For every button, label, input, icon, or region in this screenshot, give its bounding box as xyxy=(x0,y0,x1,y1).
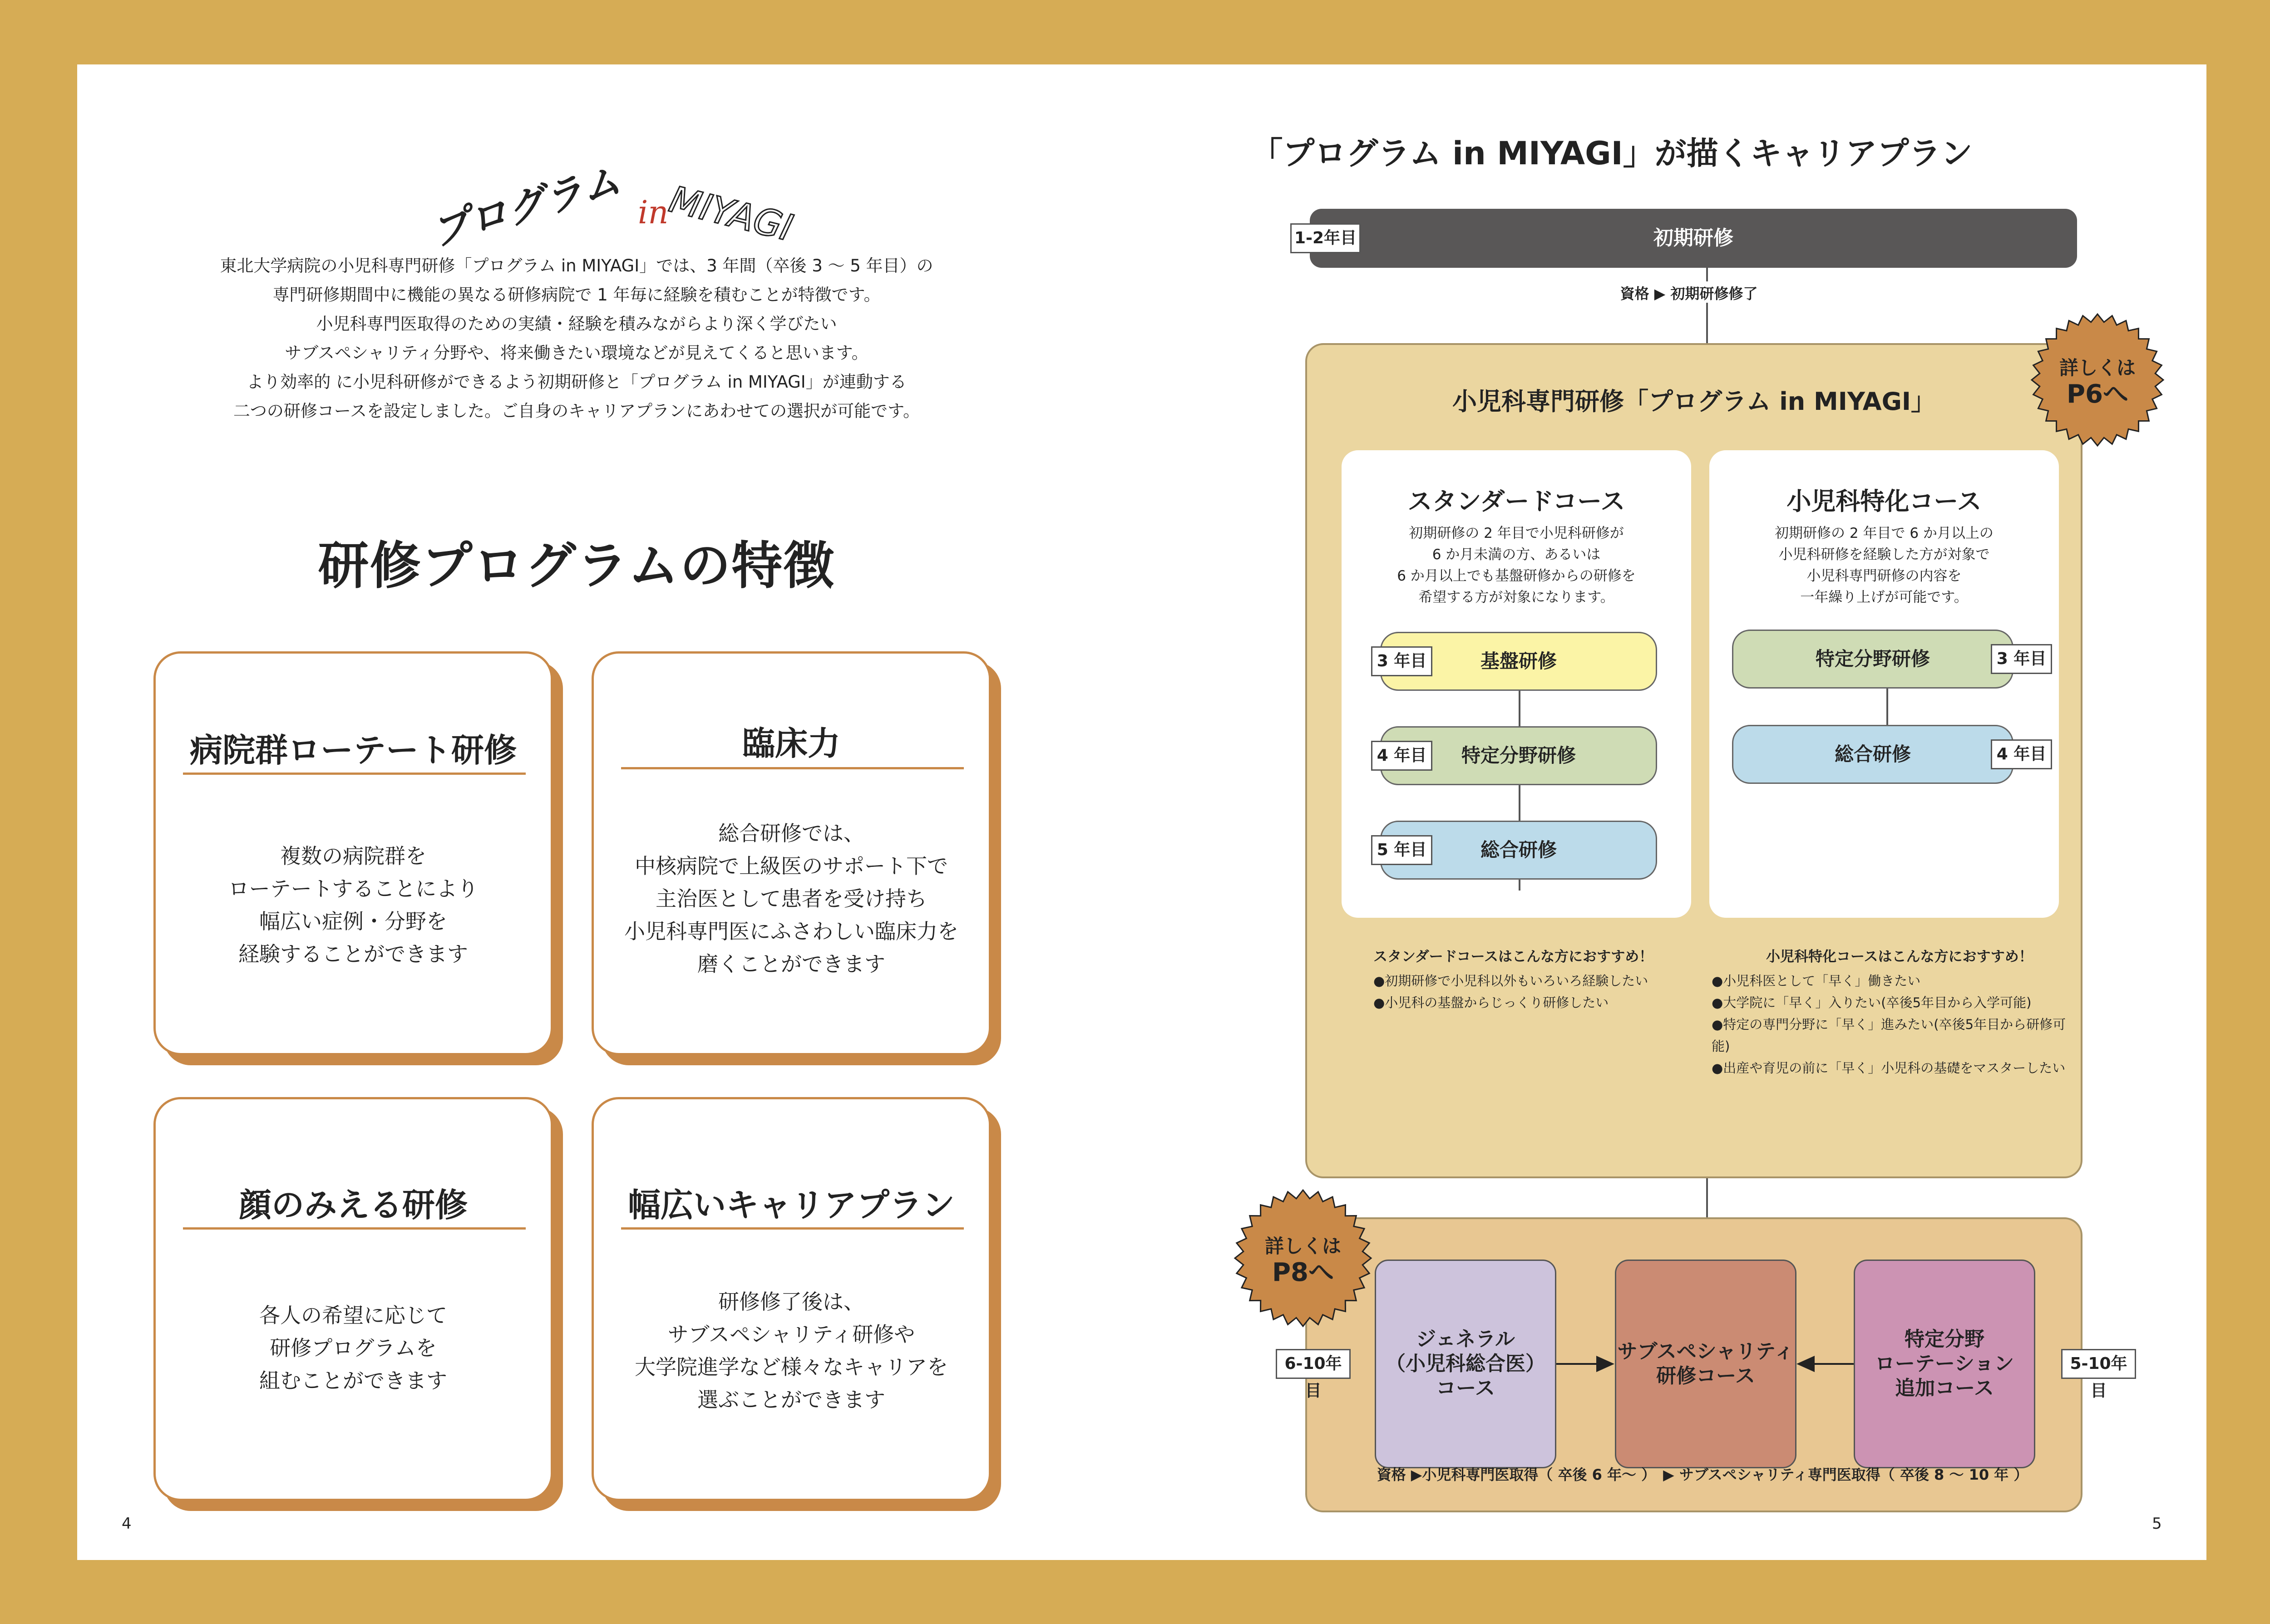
card-title: 病院群ローテート研修 xyxy=(189,731,517,769)
card-underline xyxy=(183,1227,526,1230)
initial-label: 初期研修 xyxy=(1653,226,1733,250)
initial-training-bar xyxy=(1310,209,2077,268)
logo-in: in xyxy=(638,194,669,231)
spread-page xyxy=(77,64,2206,1560)
card-title: 顔のみえる研修 xyxy=(238,1186,468,1224)
card-body: 研修修了後は、 サブスペシャリティ研修や 大学院進学など様々なキャリアを 選ぶことができます xyxy=(635,1289,948,1412)
year-label: 3 年目 xyxy=(1371,646,1432,676)
year-label: 5 年目 xyxy=(1371,835,1432,865)
arrow-left-icon xyxy=(1796,1355,1854,1373)
intro-line: サブスペシャリティ分野や、将来働きたい環境などが見えてくると思います。 xyxy=(285,343,869,363)
intro-line: 専門研修期間中に機能の異なる研修病院で 1 年毎に経験を積むことが特徴です。 xyxy=(272,285,881,305)
feature-card-rotation xyxy=(153,651,553,1055)
standard-step-3: 総合研修 xyxy=(1380,821,1657,880)
logo-part2: MIYAGI xyxy=(665,178,797,250)
program-logo xyxy=(395,133,894,269)
intro-line: 東北大学病院の小児科専門研修「プログラム in MIYAGI」では、3 年間（卒後 3 〜 5 年目）の xyxy=(220,256,933,276)
card-underline xyxy=(621,767,964,769)
year-label: 4 年目 xyxy=(1991,739,2052,769)
svg-text:P6へ: P6へ xyxy=(2066,379,2129,409)
card-body: 各人の希望に応じて 研修プログラムを 組むことができます xyxy=(259,1303,447,1393)
final-qualification: 資格 ▶小児科専門医取得（ 卒後 6 年〜 ） ▶ サブスペシャリティ専門医取得（ 卒後 8 〜 10 年 ） xyxy=(1377,1466,2028,1483)
card-underline xyxy=(621,1227,964,1230)
special-step-1: 特定分野研修 xyxy=(1732,630,2013,689)
card-title: 幅広いキャリアプラン xyxy=(627,1186,955,1224)
card-title: 臨床力 xyxy=(742,724,840,763)
intro-line: 小児科専門医取得のための実績・経験を積みながらより深く学びたい xyxy=(316,314,837,334)
standard-step-1: 基盤研修 xyxy=(1380,632,1657,691)
details-p8-badge[interactable] xyxy=(1233,1188,1373,1329)
features-heading: 研修プログラムの特徴 xyxy=(318,536,835,595)
arrow-right-icon xyxy=(1556,1355,1615,1373)
standard-course-desc: 初期研修の 2 年目で小児科研修が 6 か月未満の方、あるいは 6 か月以上でも基盤研修からの研修を 希望する方が対象になります。 xyxy=(1397,525,1636,605)
special-course-title: 小児科特化コース xyxy=(1786,487,1982,516)
card-body: 総合研修では、 中核病院で上級医のサポート下で 主治医として患者を受け持ち 小児科専門医にふさわしい臨床力を 磨くことができます xyxy=(624,821,958,976)
general-course-box: ジェネラル （小児科総合医） コース xyxy=(1375,1260,1556,1468)
svg-text:P8へ: P8へ xyxy=(1272,1258,1334,1287)
standard-step-2: 特定分野研修 xyxy=(1380,726,1657,785)
special-recommendation: 小児科特化コースはこんな方におすすめ！ ●小児科医として「早く」働きたい ●大学院に「早く」入りたい(卒後5年目から入学可能) ●特定の専門分野に「早く」進みたい(卒後5年目から研修可能) ●出産や育児の前に「早く」小児科の基礎をマスターしたい xyxy=(1712,949,2066,1076)
page-number-right: 5 xyxy=(2152,1515,2162,1533)
year-label-initial: 1-2年目 xyxy=(1290,223,1361,253)
logo-part1: プログラム xyxy=(426,157,626,256)
standard-recommendation: スタンダードコースはこんな方におすすめ！ ●初期研修で小児科以外もいろいろ経験したい ●小児科の基盤からじっくり研修したい xyxy=(1373,949,1653,1010)
year-label-left: 6-10年目 xyxy=(1276,1349,1351,1379)
feature-card-clinical xyxy=(592,651,991,1055)
special-course-desc: 初期研修の 2 年目で 6 か月以上の 小児科研修を経験した方が対象で 小児科専門研修の内容を 一年繰り上げが可能です。 xyxy=(1775,525,1994,605)
rotation-course-box: 特定分野 ローテーション 追加コース xyxy=(1854,1260,2035,1468)
feature-card-face xyxy=(153,1097,553,1501)
feature-card-career xyxy=(592,1097,991,1501)
page-number-left: 4 xyxy=(122,1515,132,1533)
initial-qualification: 資格 ▶ 初期研修修了 xyxy=(1620,285,1758,302)
year-label-right: 5-10年目 xyxy=(2061,1349,2136,1379)
intro-line: 二つの研修コースを設定しました。ご自身のキャリアプランにあわせての選択が可能です。 xyxy=(233,401,920,421)
program-title: 小児科専門研修「プログラム in MIYAGI」 xyxy=(1452,387,1935,416)
special-step-2: 総合研修 xyxy=(1732,725,2013,784)
subspecialty-course-box: サブスペシャリティ 研修コース xyxy=(1615,1260,1796,1468)
details-p6-badge[interactable] xyxy=(2029,312,2166,448)
svg-text:詳しくは: 詳しくは xyxy=(2059,357,2136,379)
intro-line: より効率的 に小児科研修ができるよう初期研修と「プログラム in MIYAGI」が連動する xyxy=(247,372,907,392)
career-heading: 「プログラム in MIYAGI」が描くキャリアプラン xyxy=(1251,135,1973,172)
card-underline xyxy=(183,773,526,775)
year-label: 4 年目 xyxy=(1371,741,1432,771)
card-body: 複数の病院群を ローテートすることにより 幅広い症例・分野を 経験することができます xyxy=(228,844,479,966)
standard-course-title: スタンダードコース xyxy=(1407,487,1625,516)
year-label: 3 年目 xyxy=(1991,644,2052,674)
intro-text xyxy=(168,251,985,426)
svg-text:詳しくは: 詳しくは xyxy=(1264,1235,1342,1257)
